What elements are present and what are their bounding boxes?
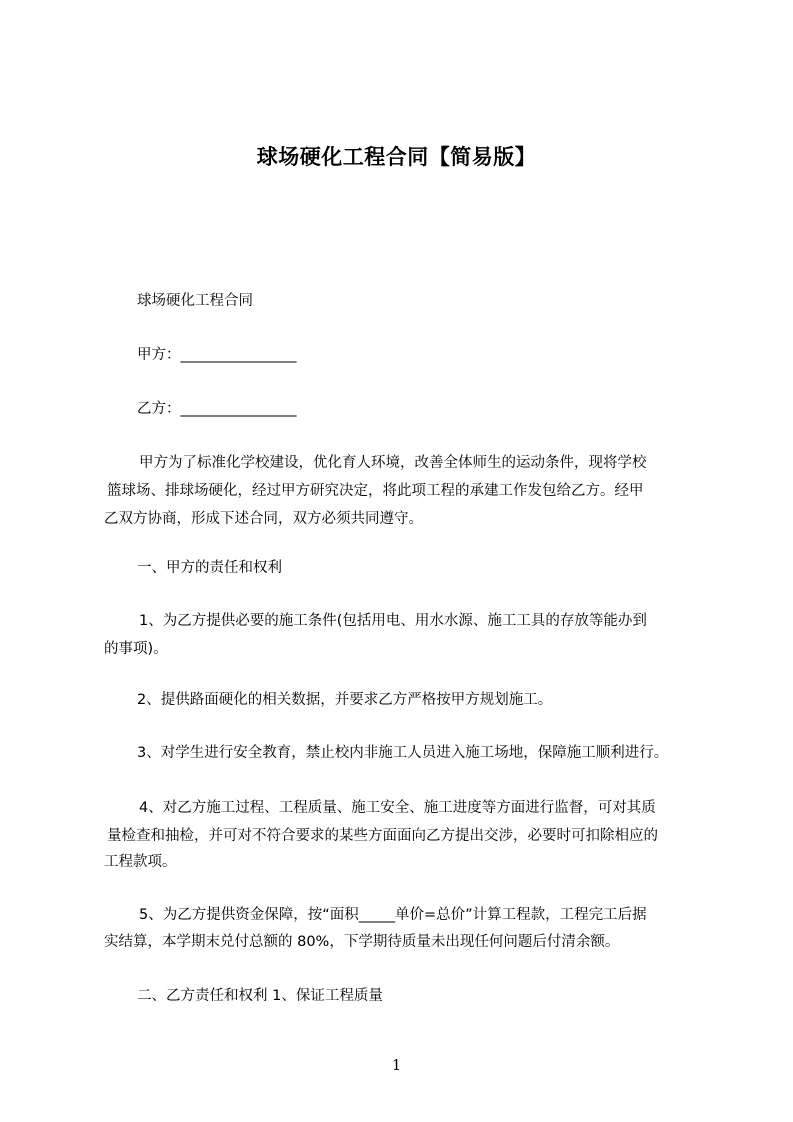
clause-line: 4、对乙方施工过程、工程质量、施工安全、施工进度等方面进行监督，可对其质 bbox=[139, 800, 656, 816]
clause-line: 的事项)。 bbox=[104, 641, 168, 657]
clause-line: 工程款项。 bbox=[104, 854, 177, 870]
clause-line: 5、为乙方提供资金保障，按“面积_____单价=总价”计算工程款，工程完工后据 bbox=[139, 907, 647, 923]
contract-subtitle: 球场硬化工程合同 bbox=[137, 293, 253, 309]
party-b-line: 乙方：________________ bbox=[137, 401, 297, 417]
document-title: 球场硬化工程合同【简易版】 bbox=[256, 145, 537, 169]
clause-line: 3、对学生进行安全教育，禁止校内非施工人员进入施工场地，保障施工顺利进行。 bbox=[137, 745, 669, 761]
section-heading: 二、乙方责任和权利 1、保证工程质量 bbox=[137, 988, 383, 1004]
clause-line: 1、为乙方提供必要的施工条件(包括用电、用水水源、施工工具的存放等能办到 bbox=[139, 613, 647, 629]
party-a-line: 甲方：________________ bbox=[137, 347, 297, 363]
clause-line: 量检查和抽检，并可对不符合要求的某些方面面向乙方提出交涉，必要时可扣除相应的 bbox=[107, 828, 658, 844]
intro-paragraph-line: 甲方为了标准化学校建设，优化育人环境，改善全体师生的运动条件，现将学校 bbox=[139, 455, 647, 471]
section-heading: 一、甲方的责任和权利 bbox=[137, 560, 282, 576]
intro-paragraph-line: 篮球场、排球场硬化，经过甲方研究决定，将此项工程的承建工作发包给乙方。经甲 bbox=[107, 483, 644, 499]
page-number: 1 bbox=[391, 1056, 402, 1074]
clause-line: 2、提供路面硬化的相关数据，并要求乙方严格按甲方规划施工。 bbox=[137, 692, 553, 708]
clause-line: 实结算，本学期末兑付总额的 80%，下学期待质量未出现任何问题后付清余额。 bbox=[104, 934, 620, 950]
intro-paragraph-line: 乙双方协商，形成下述合同，双方必须共同遵守。 bbox=[104, 511, 423, 527]
